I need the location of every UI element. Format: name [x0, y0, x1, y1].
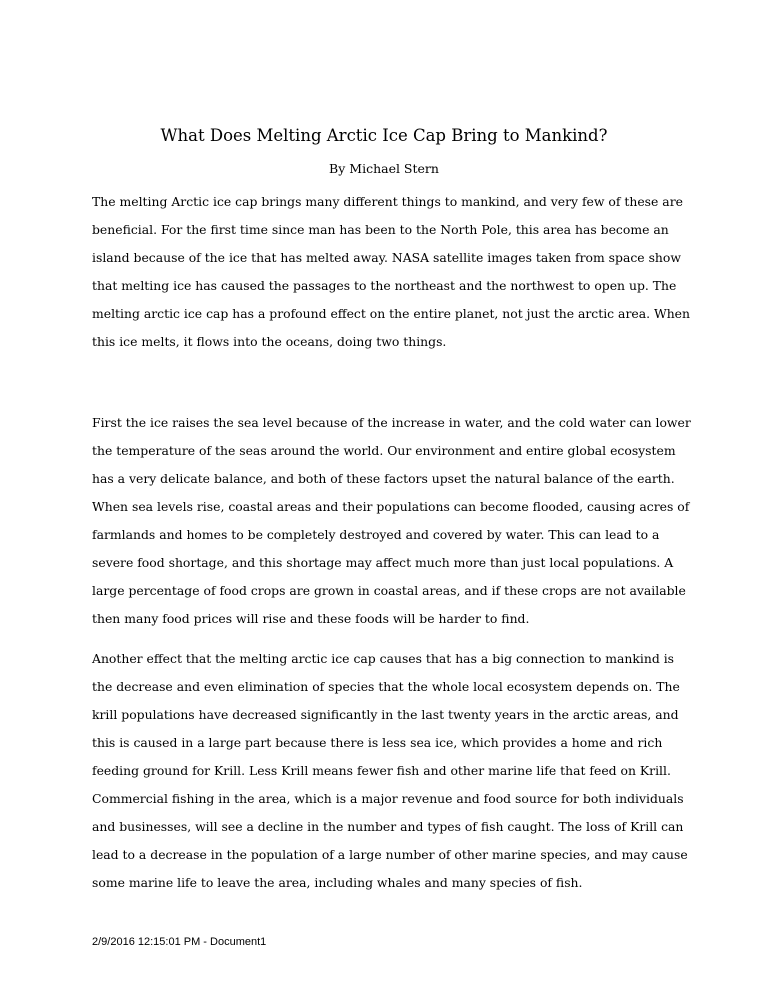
document-byline: By Michael Stern: [329, 161, 439, 176]
paragraph-3: Another effect that the melting arctic ice cap causes that has a big connection to mankind is the decrease and even elimination of species that the whole local ecosystem depends on. The krill populations have decreased significantly in the last twenty years in the arctic areas, and this is caused in a large part because there is less sea ice, which provides a home and rich feeding ground for Krill. Less Krill means fewer fish and other marine life that feed on Krill. Commercial fishing in the area, which is a major revenue and food source for both individuals and businesses, will see a decline in the number and types of fish caught. The loss of Krill can lead to a decrease in the population of a large number of other marine species, and may cause some marine life to leave the area, including whales and many species of fish.: [92, 651, 688, 890]
paragraph-2: First the ice raises the sea level because of the increase in water, and the cold water can lower the temperature of the seas around the world. Our environment and entire global ecosystem has a very delicate balance, and both of these factors upset the natural balance of the earth. When sea levels rise, coastal areas and their populations can become flooded, causing acres of farmlands and homes to be completely destroyed and covered by water. This can lead to a severe food shortage, and this shortage may affect much more than just local populations. A large percentage of food crops are grown in coastal areas, and if these crops are not available then many food prices will rise and these foods will be harder to find.: [92, 415, 691, 626]
page-footer: 2/9/2016 12:15:01 PM - Document1: [92, 936, 267, 948]
paragraph-1: The melting Arctic ice cap brings many different things to mankind, and very few of these are beneficial. For the first time since man has been to the North Pole, this area has become an island because of the ice that has melted away. NASA satellite images taken from space show that melting ice has caused the passages to the northeast and the northwest to open up. The melting arctic ice cap has a profound effect on the entire planet, not just the arctic area. When this ice melts, it flows into the oceans, doing two things.: [92, 194, 690, 349]
document-title: What Does Melting Arctic Ice Cap Bring to Mankind?: [160, 126, 608, 145]
